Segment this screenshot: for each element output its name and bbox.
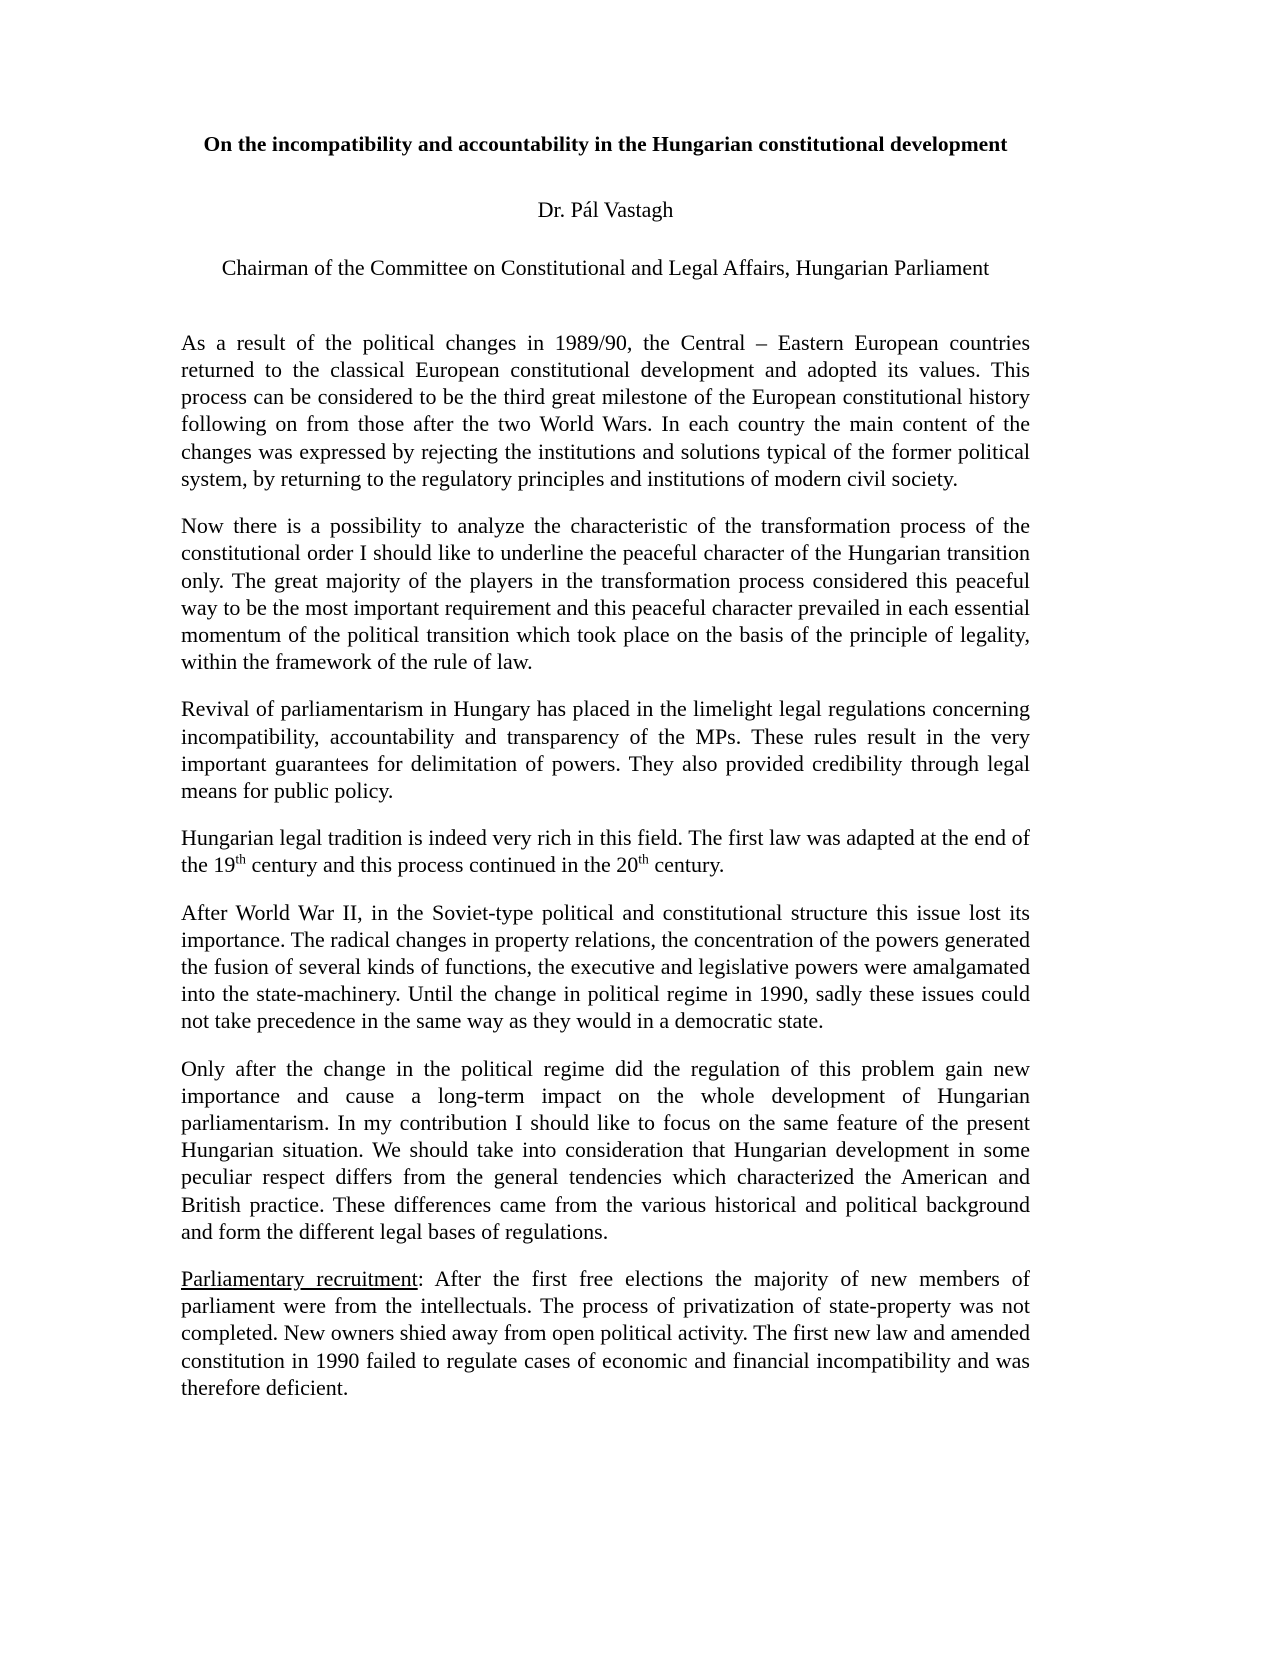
- paragraph-6: Only after the change in the political regime did the regulation of this problem gain new importance and cause a long-term impact on the whole development of Hungarian parliamentarism. In my contribution I should like to focus on the same feature of the present Hungarian situation. We should take into consideration that Hungarian development in some peculiar respect differs from the general tendencies which characterized the American and British practice. These differences came from the various historical and political background and form the different legal bases of regulations.: [181, 1055, 1030, 1244]
- paragraph-2: Now there is a possibility to analyze the characteristic of the transformation process of the constitutional order I should like to underline the peaceful character of the Hungarian transition only. The great majority of the players in the transformation process considered this peaceful way to be the most important requirement and this peaceful character prevailed in each essential momentum of the political transition which took place on the basis of the principle of legality, within the framework of the rule of law.: [181, 513, 1030, 675]
- paragraph-7-underlined-lead: Parliamentary recruitment: [181, 1265, 418, 1291]
- paragraph-1: As a result of the political changes in 1989/90, the Central – Eastern European countries returned to the classical European constitutional development and adopted its values. This process can be considered to be the third great milestone of the European constitutional history following on from those after the two World Wars. In each country the main content of the changes was expressed by rejecting the institutions and solutions typical of the former political system, by returning to the regulatory principles and institutions of modern civil society.: [181, 329, 1030, 491]
- paragraph-3: Revival of parliamentarism in Hungary has placed in the limelight legal regulations concerning incompatibility, accountability and transparency of the MPs. These rules result in the very important guarantees for delimitation of powers. They also provided credibility through legal means for public policy.: [181, 696, 1030, 803]
- author-affiliation: Chairman of the Committee on Constitutional and Legal Affairs, Hungarian Parliament: [221, 255, 990, 281]
- paragraph-4-suffix: century.: [648, 852, 725, 878]
- page-title: On the incompatibility and accountability in the Hungarian constitutional development: [203, 132, 1008, 156]
- body-text: [181, 282, 1030, 1401]
- ordinal-suffix-20th: th: [638, 852, 649, 867]
- author-name: Dr. Pál Vastagh: [537, 196, 674, 222]
- paragraph-5: After World War II, in the Soviet-type political and constitutional structure this issue lost its importance. The radical changes in property relations, the concentration of the powers generated the fusion of several kinds of functions, the executive and legislative powers were amalgamated into the state-machinery. Until the change in political regime in 1990, sadly these issues could not take precedence in the same way as they would in a democratic state.: [181, 899, 1030, 1034]
- page-content: [181, 0, 1030, 1401]
- paragraph-4-middle: century and this process continued in the 20: [246, 852, 639, 878]
- paragraph-4: [181, 824, 1030, 878]
- paragraph-4-prefix: Hungarian legal tradition is indeed very rich in this field. The first law was adapted at the end of the 19: [181, 825, 1030, 878]
- paragraph-7: [181, 1265, 1030, 1401]
- paragraph-7-body: : After the first free elections the majority of new members of parliament were from the intellectuals. The process of privatization of state-property was not completed. New owners shied away from open political activity. The first new law and amended constitution in 1990 failed to regulate cases of economic and financial incompatibility and was therefore deficient.: [181, 1265, 1030, 1400]
- ordinal-suffix-19th: th: [235, 852, 246, 867]
